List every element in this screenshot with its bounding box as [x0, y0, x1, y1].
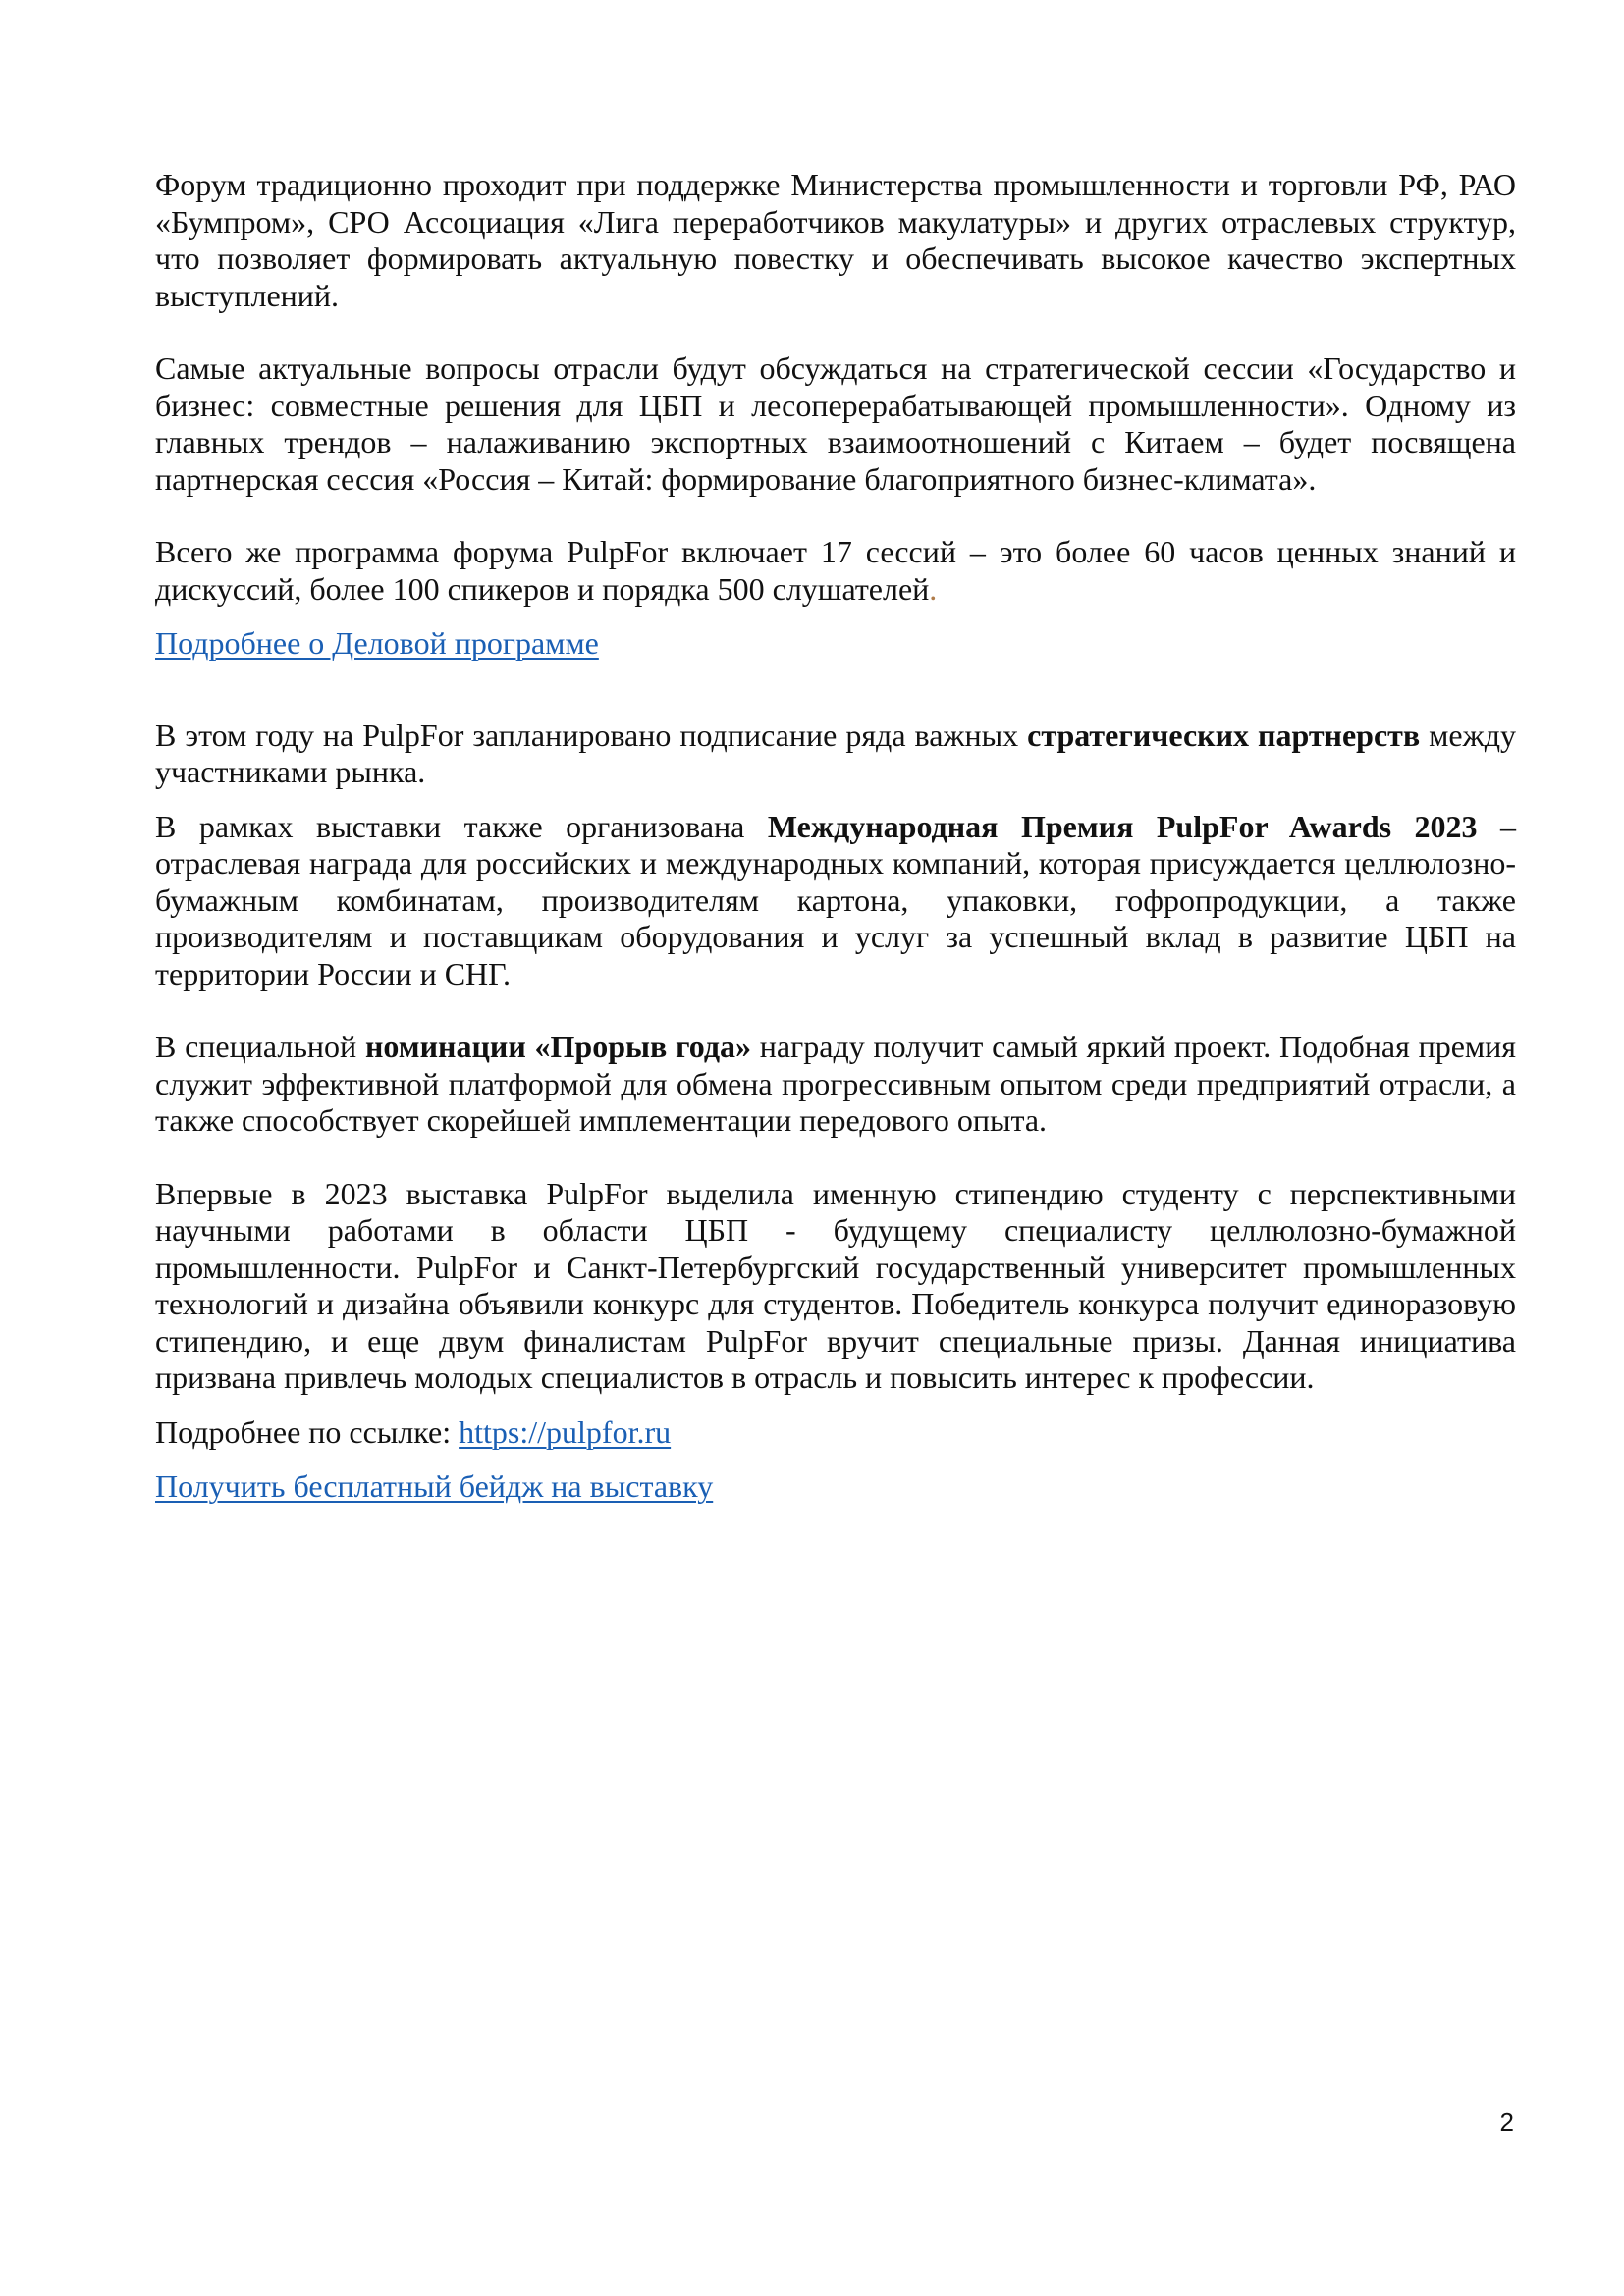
paragraph-partnerships-after: между участниками рынка.	[155, 717, 1517, 789]
paragraph-more-link	[155, 1415, 1516, 1452]
paragraph-partnerships-before: В этом году на PulpFor запланировано подписание ряда важных	[155, 717, 1028, 753]
free-badge-link[interactable]: Получить бесплатный бейдж на выставку	[155, 1468, 714, 1504]
paragraph-awards-bold: Международная Премия PulpFor Awards 2023	[767, 808, 1478, 844]
paragraph-awards-before: В рамках выставки также организована	[155, 808, 768, 844]
paragraph-strategic-session-text: Самые актуальные вопросы отрасли будут обсуждаться на стратегической сессии «Государство и бизнес: совместные решения для ЦБП и лесоперерабатывающей промышленности». Одному из главных трендов – налаживанию экспортных взаимоотношений с Китаем – будет посвящена партнерская сессия «Россия – Китай: формирование благоприятного бизнес-климата».	[155, 350, 1516, 497]
paragraph-badge-link	[155, 1468, 1516, 1506]
paragraph-nomination-bold: номинации «Прорыв года»	[364, 1029, 752, 1064]
paragraph-partnerships	[155, 718, 1516, 791]
paragraph-program-stats-end: .	[929, 570, 938, 607]
paragraph-forum-support-text: Форум традиционно проходит при поддержке Министерства промышленности и торговли РФ, РАО «Бумпром», СРО Ассоциация «Лига переработчиков макулатуры» и других отраслевых структур, что позволяет формировать актуальную повестку и обеспечивать высокое качество экспертных выступлений.	[155, 167, 1516, 313]
paragraph-scholarship	[155, 1176, 1516, 1397]
page-number: 2	[1499, 2108, 1514, 2137]
paragraph-nomination	[155, 1029, 1516, 1140]
paragraph-awards-after: – отраслевая награда для российских и международных компаний, которая присуждается целлюлозно-бумажным комбинатам, производителям картона, упаковки, гофропродукции, а также производителям и поставщикам оборудования и услуг за успешный вклад в развитие ЦБП на территории России и СНГ.	[155, 808, 1517, 991]
paragraph-program-stats	[155, 534, 1516, 608]
paragraph-forum-support	[155, 167, 1516, 314]
document-body	[155, 167, 1516, 1506]
paragraph-nomination-before: В специальной	[155, 1029, 365, 1064]
paragraph-awards	[155, 809, 1516, 993]
paragraph-program-stats-text: Всего же программа форума PulpFor включает 17 сессий – это более 60 часов ценных знаний и дискуссий, более 100 спикеров и порядка 500 слушателей	[155, 534, 1516, 607]
paragraph-partnerships-bold: стратегических партнерств	[1027, 717, 1421, 753]
paragraph-nomination-after: награду получит самый яркий проект. Подобная премия служит эффективной платформой для обмена прогрессивным опытом среди предприятий отрасли, а также способствует скорейшей имплементации передового опыта.	[155, 1029, 1517, 1138]
paragraph-strategic-session	[155, 350, 1516, 498]
business-program-link[interactable]: Подробнее о Деловой программе	[155, 625, 599, 661]
more-link-label: Подробнее по ссылке:	[155, 1414, 460, 1450]
paragraph-scholarship-text: Впервые в 2023 выставка PulpFor выделила именную стипендию студенту с перспективными научными работами в области ЦБП - будущему специалисту целлюлозно-бумажной промышленности. PulpFor и Санкт-Петербургский государственный университет промышленных технологий и дизайна объявили конкурс для студентов. Победитель конкурса получит единоразовую стипендию, и еще двум финалистам PulpFor вручит специальные призы. Данная инициатива призвана привлечь молодых специалистов в отрасль и повысить интерес к профессии.	[155, 1175, 1516, 1395]
pulpfor-site-link[interactable]: https://pulpfor.ru	[459, 1414, 672, 1450]
paragraph-business-program-link	[155, 625, 1516, 663]
